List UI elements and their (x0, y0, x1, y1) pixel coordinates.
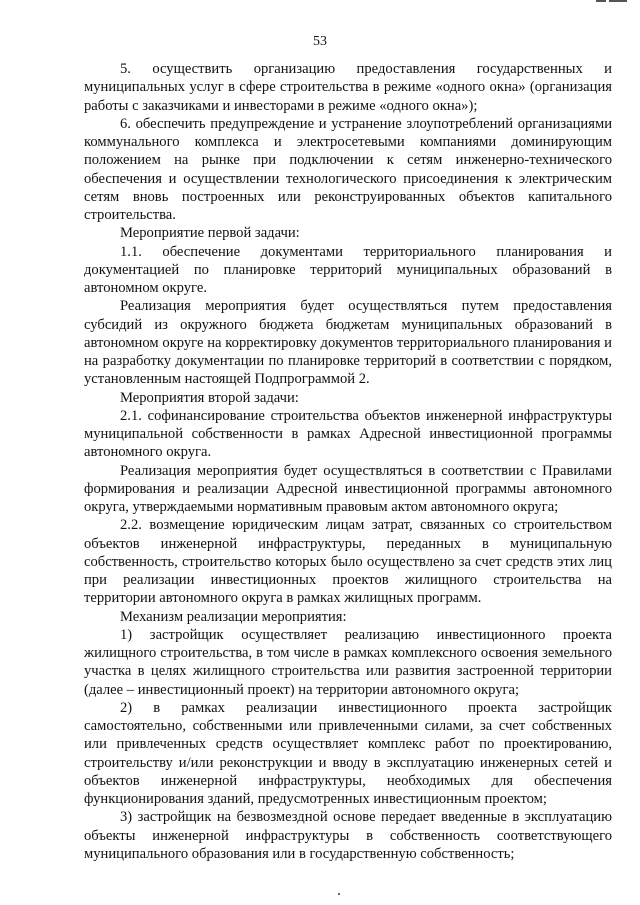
paragraph: Мероприятие первой задачи: (120, 225, 300, 242)
paragraph: 2.2. возмещение юридическим лицам затрат, связанных со строительством объектов инженерной инфраструктуры, переданных в муниципальную собственность, строительство которых было осуществлено за счет средств этих лиц при реализации инвестиционных проектов жилищного строительства на территории автономного округа в рамках жилищных программ. (84, 517, 612, 607)
scan-mark (596, 0, 640, 4)
paragraph: Реализация мероприятия будет осуществляться путем предоставления субсидий из окружного бюджета бюджетам муниципальных образований в автономном округе на корректировку документов территориального планирования и на разработку документации по планировке территорий в соответствии с порядком, установленным настоящей Подпрограммой 2. (84, 298, 612, 388)
page-number: 53 (313, 34, 327, 49)
paragraph: Мероприятия второй задачи: (120, 389, 299, 406)
paragraph: 6. обеспечить предупреждение и устранение злоупотреблений организациями коммунального комплекса и электросетевыми компаниями доминирующим положением на рынке при подключении к сетям инженерно-технического обеспечения и осуществлении технологического присоединения к электрическим сетям вновь построенных или реконструированных объектов капитального строительства. (84, 115, 612, 223)
paragraph: 2) в рамках реализации инвестиционного проекта застройщик самостоятельно, собственными или привлеченными силами, за счет собственных или привлеченных средств осуществляет комплекс работ по проектированию, строительству и/или реконструкции и вводу в эксплуатацию инженерных сетей и объектов инженерной инфраструктуры, необходимых для обеспечения функционирования зданий, предусмотренных инвестиционным проектом; (84, 699, 612, 807)
paragraph: 1) застройщик осуществляет реализацию инвестиционного проекта жилищного строительства, в том числе в рамках комплексного освоения земельного участка в целях жилищного строительства или развития застроенной территории (далее – инвестиционный проект) на территории автономного округа; (84, 626, 612, 698)
paragraph: 1.1. обеспечение документами территориального планирования и документацией по планировке территорий муниципальных образований в автономном округе. (84, 243, 612, 296)
paragraph: 3) застройщик на безвозмездной основе передает введенные в эксплуатацию объекты инженерной инфраструктуры в собственность соответствующего муниципального образования или в государственную собственность; (84, 809, 612, 862)
document-body (84, 60, 612, 863)
paragraph: 5. осуществить организацию предоставления государственных и муниципальных услуг в сфере строительства в режиме «одного окна» (организация работы с заказчиками и инвесторами в режиме «одного окна»); (84, 61, 612, 114)
paragraph: Механизм реализации мероприятия: (120, 608, 347, 625)
paragraph: Реализация мероприятия будет осуществляться в соответствии с Правилами формирования и реализации Адресной инвестиционной программы автономного округа, утверждаемыми нормативным правовым актом автономного округа; (84, 462, 612, 515)
scan-dot (338, 893, 340, 895)
paragraph: 2.1. софинансирование строительства объектов инженерной инфраструктуры муниципальной собственности в рамках Адресной инвестиционной программы автономного округа. (84, 407, 612, 461)
